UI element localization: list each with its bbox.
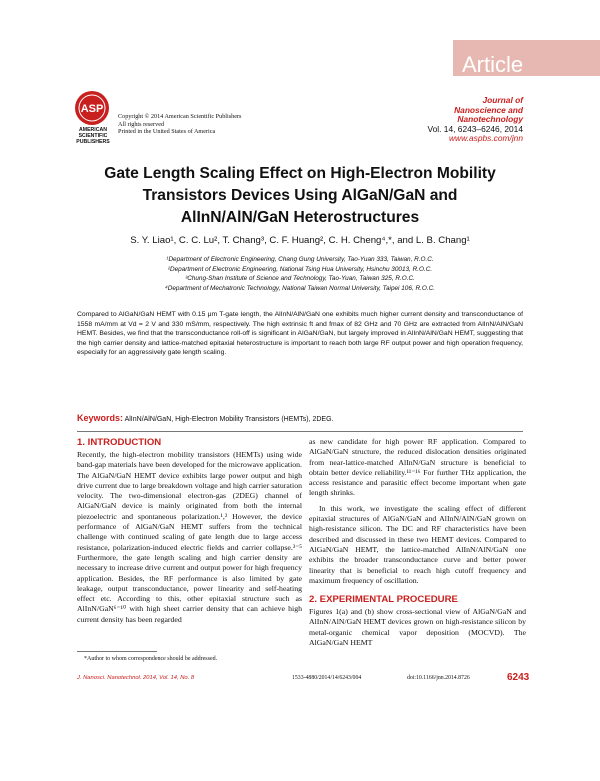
abstract: Compared to AlGaN/GaN HEMT with 0.15 μm T-gate length, the AlInN/AlN/GaN one exhibits much higher current density and transconductance of 1558 mA/mm at Vd = 2 V and 330 mS/mm, respectively. The high extrinsic ft and fmax of 82 GHz and 70 GHz are extracted from AlInN/AlN/GaN HEMT. Besides, we find that the transconductance roll-off is significant in AlGaN/GaN, but largely improved in AlInN/AlN/GaN HEMT, suggesting that the high carrier density and lattice-matched epitaxial heterostructure is important to reach both large RF output power and high operation frequency, especially for an aggressively gate length scaling. xyxy=(77,311,523,357)
experimental-paragraph-1: Figures 1(a) and (b) show cross-sectional view of AlGaN/GaN and AlInN/AlN/GaN HEMT devices grown on high-resistance silicon by metal-organic chemical vapor deposition (MOCVD). The AlGaN/GaN HEMT xyxy=(309,607,526,648)
intro-paragraph-1: Recently, the high-electron mobility transistors (HEMTs) using wide band-gap materials have been developed for the microwave application. The AlGaN/GaN HEMT device exhibits large power output and high drive current due to large breakdown voltage and high carrier saturation velocity. The two-dimensional electron-gas (2DEG) channel of AlGaN/GaN device is mainly originated from both the internal piezoelectric and spontaneous polarization.¹,² However, the device performance of AlGaN/GaN HEMT suffers from the technical challenge with continued scaling of gate length due to large access resistance, polarization-induced electric fields and carrier collapse.³⁻⁵ Furthermore, the gate length scaling and high carrier density are necessary to increase drive current and output power for high frequency application. Besides, the RF performance is also limited by gate leakage, output transconductance, power linearity and self-heating effect etc. According to this, other epitaxial structure such as AlInN/GaN⁶⁻¹⁰ with high sheet carrier density that can achieve high current density has been regarded xyxy=(77,450,302,624)
divider xyxy=(77,431,523,432)
publisher-logo-text: AMERICAN SCIENTIFIC PUBLISHERS xyxy=(76,127,110,145)
journal-info xyxy=(390,96,523,144)
journal-url[interactable]: www.aspbs.com/jnn xyxy=(448,133,523,144)
page-number: 6243 xyxy=(507,672,530,683)
keywords-label: Keywords: xyxy=(77,413,124,423)
paper-title: Gate Length Scaling Effect on High-Electron Mobility Transistors Devices Using AlGaN/GaN and AlInN/AlN/GaN Heterostructures xyxy=(104,165,496,226)
intro-paragraph-2: In this work, we investigate the scaling effect of different epitaxial structures of AlGaN/GaN and AlInN/AlN/GaN grown on high-resistance silicon. The DC and RF characteristics have been described and discussed in these two HEMT devices. Compared to AlGaN/GaN HEMT, the lattice-matched AlInN/AlN/GaN one exhibits the broader transconductance curve and better power linearity that is beneficial to reach high cutoff frequency and maximum frequency of oscillation. xyxy=(309,503,526,585)
logo-badge-text: ASP xyxy=(80,103,104,115)
footnote: *Author to whom correspondence should be addressed. xyxy=(84,656,218,662)
right-column xyxy=(309,437,526,648)
footer-doi: doi:10.1166/jnn.2014.8726 xyxy=(407,675,470,681)
journal-volume: Vol. 14, 6243–6246, 2014 xyxy=(427,123,523,134)
intro-paragraph-1-continued: as new candidate for high power RF application. Compared to AlGaN/GaN structure, the reduced dislocation densities originated from near-lattice-matched AlInN/GaN structure is beneficial to obtain better device reliability.¹¹⁻¹⁶ For further THz application, the access resistance and parasitic effect become important when gate length shrinks. xyxy=(309,437,526,498)
author-list: S. Y. Liao¹, C. C. Lu², T. Chang³, C. F. Huang², C. H. Cheng⁴,*, and L. B. Chang¹ xyxy=(130,235,470,246)
journal-name-line1: Journal of xyxy=(482,95,523,105)
article-type-label: Article xyxy=(462,52,524,77)
left-column xyxy=(77,437,302,625)
journal-name-line2: Nanoscience and Nanotechnology xyxy=(454,104,523,125)
keywords-text: AlInN/AlN/GaN, High-Electron Mobility Transistors (HEMTs), 2DEG. xyxy=(124,416,334,423)
copyright-block: Copyright © 2014 American Scientific Publishers All rights reserved Printed in the United States of America xyxy=(118,113,242,136)
publisher-logo-icon xyxy=(74,90,110,126)
footnote-divider xyxy=(77,651,157,652)
section-heading-introduction: 1. INTRODUCTION xyxy=(77,437,162,448)
footer-citation: J. Nanosci. Nanotechnol. 2014, Vol. 14, No. 8 xyxy=(77,675,195,681)
section-heading-experimental: 2. EXPERIMENTAL PROCEDURE xyxy=(309,594,458,606)
keywords xyxy=(77,413,523,423)
affiliations: ¹Department of Electronic Engineering, Chang Gung University, Tao-Yuan 333, Taiwan, R.O.C. ²Department of Electronic Engineering, National Tsing Hua University, Hsinchu 30013, R.O.C. ³Chung-Shan Institute of Science and Technology, Tao-Yuan, Taiwan 325, R.O.C. ⁴Department of Mechatronic Technology, National Taiwan Normal University, Taipei 106, R.O.C. xyxy=(165,256,435,292)
footer-issn: 1533-4880/2014/14/6243/004 xyxy=(292,675,362,681)
